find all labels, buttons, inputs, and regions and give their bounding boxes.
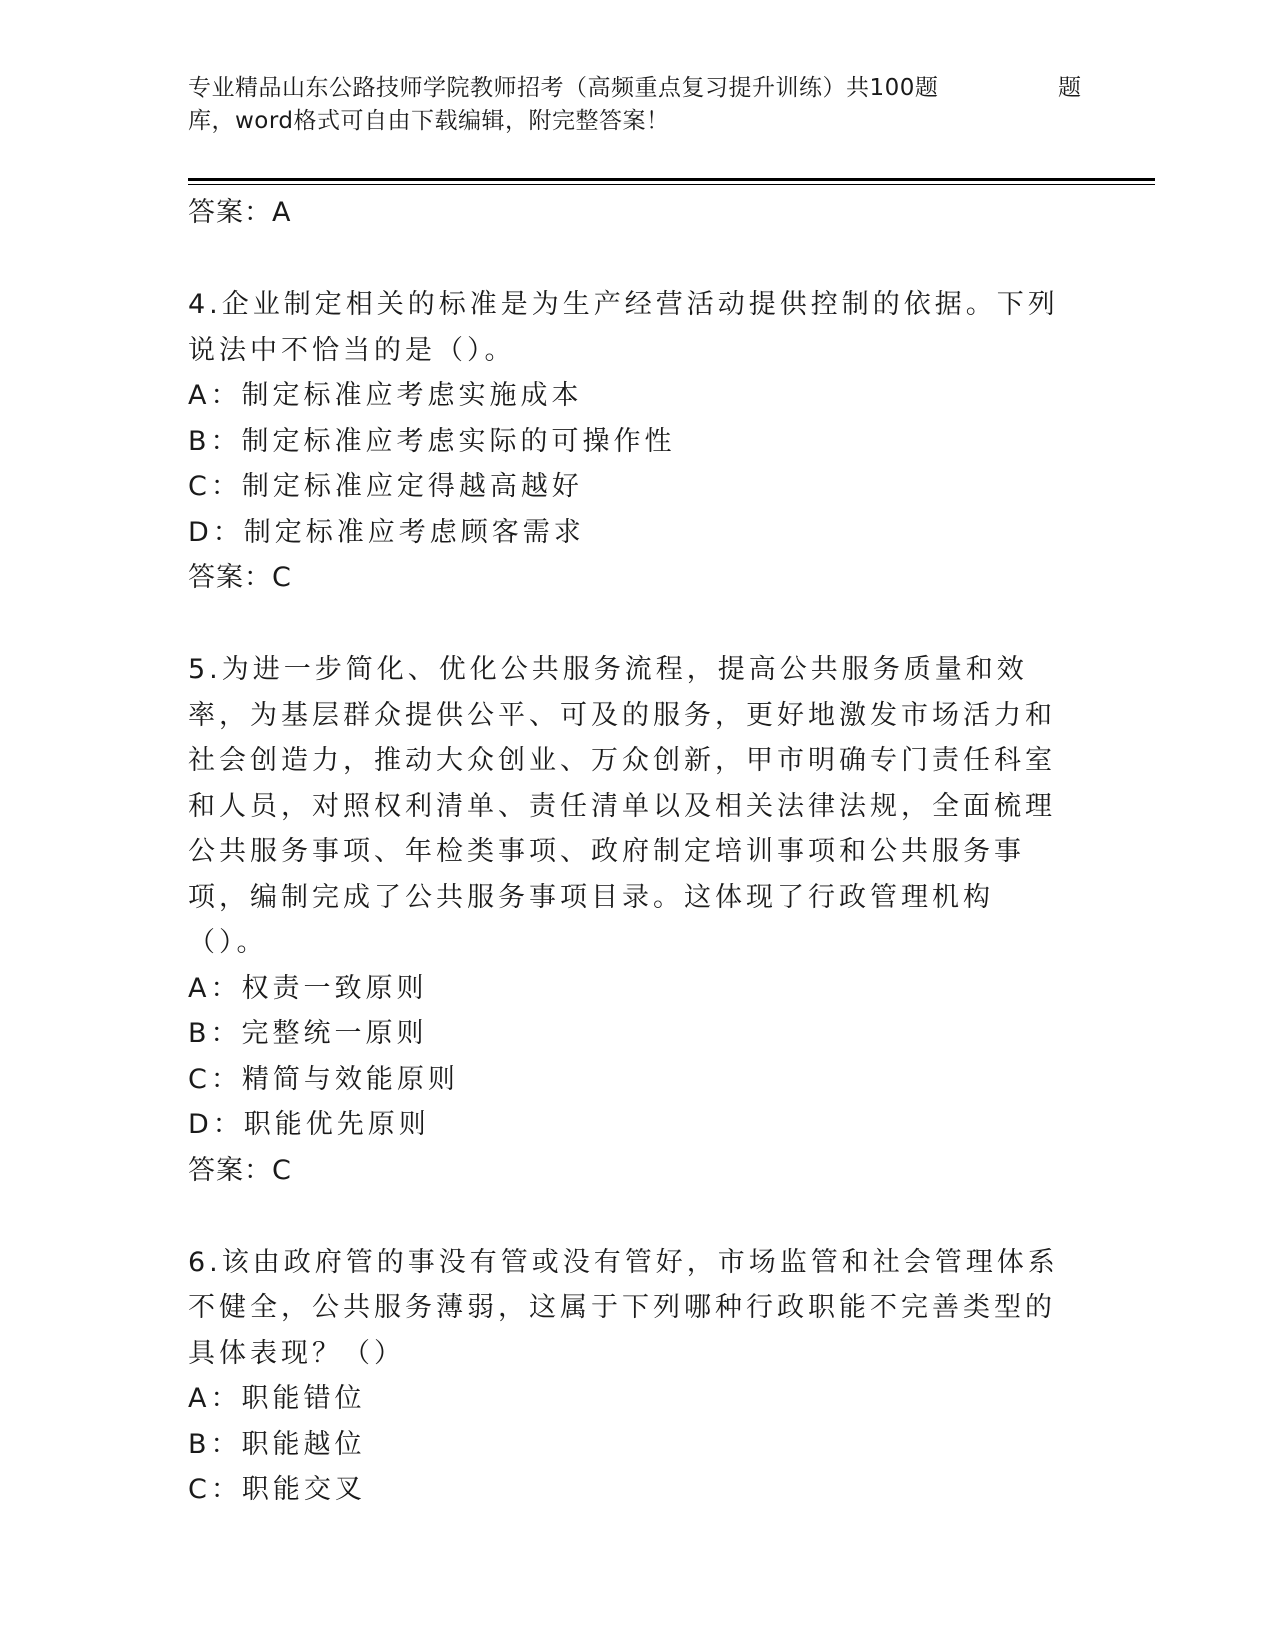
header-line-1	[188, 72, 1088, 105]
option-a: A：权责一致原则	[188, 972, 428, 1004]
document-body	[188, 190, 1068, 1513]
option-b: B：完整统一原则	[188, 1018, 428, 1049]
option-d: D：制定标准应考虑顾客需求	[188, 516, 585, 548]
option-c: C：制定标准应定得越高越好	[188, 471, 583, 502]
answer-line: 答案：A	[188, 197, 292, 228]
option-b: B：制定标准应考虑实际的可操作性	[188, 425, 676, 457]
question-text: 5.为进一步简化、优化公共服务流程，提高公共服务质量和效率，为基层群众提供公平、可及的服务，更好地激发市场活力和社会创造力，推动大众创业、万众创新，甲市明确专门责任科室和人员，对照权利清单、责任清单以及相关法律法规，全面梳理公共服务事项、年检类事项、政府制定培训事项和公共服务事项，编制完成了公共服务事项目录。这体现了行政管理机构（）。	[188, 654, 1056, 958]
document-header	[188, 72, 1088, 138]
header-line-2: 库，word格式可自由下载编辑，附完整答案！	[188, 108, 670, 134]
option-a: A：制定标准应考虑实施成本	[188, 380, 583, 411]
header-title-tail: 题	[1058, 75, 1082, 101]
answer-line: 答案：C	[188, 1154, 292, 1186]
option-c: C：精简与效能原则	[188, 1063, 459, 1095]
option-a: A：职能错位	[188, 1383, 366, 1414]
question-text: 6.该由政府管的事没有管或没有管好，市场监管和社会管理体系不健全，公共服务薄弱，这属于下列哪种行政职能不完善类型的具体表现？（）	[188, 1246, 1059, 1369]
header-title: 专业精品山东公路技师学院教师招考（高频重点复习提升训练）共100题	[188, 75, 939, 101]
option-b: B：职能越位	[188, 1428, 366, 1460]
option-c: C：职能交叉	[188, 1474, 366, 1505]
question-text: 4.企业制定相关的标准是为生产经营活动提供控制的依据。下列说法中不恰当的是（）。	[188, 289, 1059, 366]
option-d: D：职能优先原则	[188, 1109, 430, 1140]
header-rule-thin	[188, 184, 1155, 185]
header-rule-thick	[188, 178, 1155, 181]
question-block	[188, 647, 1068, 1194]
answer-line: 答案：C	[188, 562, 292, 593]
question-block	[188, 282, 1068, 601]
question-block	[188, 1240, 1068, 1513]
